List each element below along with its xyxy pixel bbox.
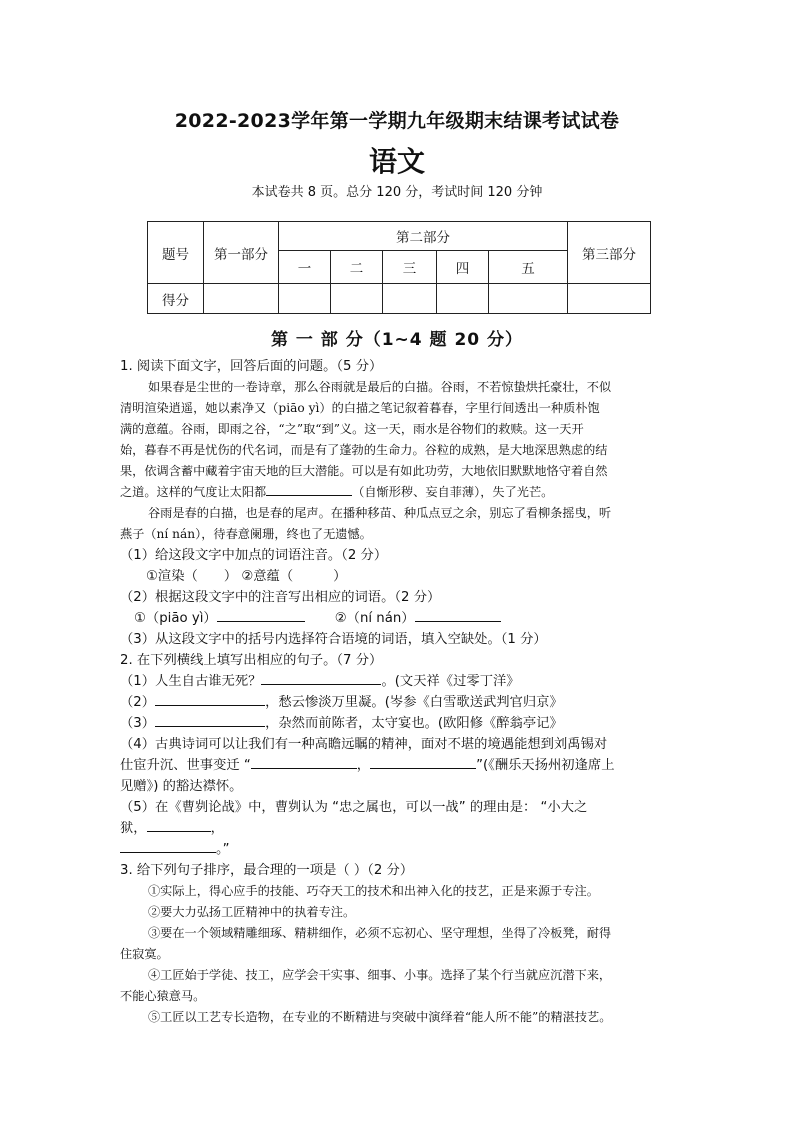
q2-s5-blank-2[interactable]: [120, 840, 216, 853]
q1-sub3: （3）从这段文字中的括号内选择符合语境的词语，填入空缺处。（1 分）: [120, 632, 547, 647]
q2-s5-line: （5）在《曹刿论战》中，曹刿认为 “忠之属也，可以一战” 的理由是： “小大之: [120, 800, 588, 815]
part1-header: 第一部分: [204, 222, 279, 284]
q2-s3-blank[interactable]: [155, 714, 265, 727]
score-label: 得分: [148, 284, 204, 314]
q3-item: ③要在一个领域精雕细琢、精耕细作，必须不忘初心、坚守理想，坐得了冷板凳，耐得: [148, 926, 612, 940]
q2-s1-text: （1）人生自古谁无死？: [120, 674, 262, 689]
q3-item: ⑤工匠以工艺专长造物，在专业的不断精进与突破中演绎着“能人所不能”的精湛技艺。: [148, 1010, 612, 1024]
q2-s5-line: [120, 818, 680, 839]
q2-s4-text: 仕宦升沉、世事变迁 “: [120, 758, 251, 773]
q3-item-cont: 不能心猿意马。: [120, 989, 206, 1003]
q1-sub1: （1）给这段文字中加点的词语注音。（2 分）: [120, 548, 388, 563]
exam-info: 本试卷共 8 页。总分 120 分，考试时间 120 分钟: [251, 185, 543, 200]
q1-sub2-b-blank[interactable]: [415, 609, 501, 622]
q1-fill-blank[interactable]: [266, 483, 352, 496]
q3-item-cont: 住寂寞。: [120, 947, 169, 961]
q2-s5-line: [120, 839, 680, 860]
sub-header-3: 三: [383, 251, 437, 284]
topic-label: 题号: [148, 222, 204, 284]
q2-s1-blank[interactable]: [261, 672, 381, 685]
q2-s1-source: 。(文天祥《过零丁洋》: [381, 674, 520, 689]
q2-s4-source: ”(《酬乐天扬州初逢席上: [476, 758, 615, 773]
subject-title: 语文: [368, 145, 425, 178]
q2-s2-source: ，愁云惨淡万里凝。(岑参《白雪歌送武判官归京》: [265, 695, 563, 710]
q1-passage-text: 之道。这样的气度让太阳都: [120, 485, 267, 499]
score-cell[interactable]: [437, 284, 489, 314]
sub-header-4: 四: [437, 251, 489, 284]
sub-header-2: 二: [331, 251, 383, 284]
q1-passage-line: 燕子（ní nán），待春意阑珊，终也了无遗憾。: [120, 527, 372, 541]
q1-passage-text: （自惭形秽、妄自菲薄），失了光芒。: [352, 485, 554, 499]
q2-stem: 2. 在下列横线上填写出相应的句子。（7 分）: [120, 653, 383, 668]
q2-s2: [120, 692, 680, 713]
q2-s5-text: 。”: [216, 842, 230, 857]
q2-s4-blank-2[interactable]: [370, 756, 476, 769]
part1-title: 第 一 部 分（1~4 题 20 分）: [270, 330, 524, 350]
q2-s3: [120, 713, 680, 734]
q1-sub2-a: ①（piāo yì）: [134, 611, 217, 626]
q1-passage-line: [120, 482, 680, 503]
q1-passage-line: 如果春是尘世的一卷诗章，那么谷雨就是最后的白描。谷雨，不若惊蛰烘托豪壮，不似: [148, 380, 612, 394]
sub-header-1: 一: [279, 251, 331, 284]
q1-passage-line: 果，依调含蓄中藏着宇宙天地的巨大潜能。可以是有如此功劳，大地依旧默默地恪守着自然: [120, 464, 608, 478]
q3-item: ②要大力弘扬工匠精神中的执着专注。: [148, 905, 356, 919]
q2-s4-line: [120, 755, 680, 776]
q1-passage-line: 满的意蕴。谷雨，即雨之谷，“之”取“到”义。这一天，雨水是谷物们的救赎。这一天开: [120, 422, 584, 436]
q2-s2-blank[interactable]: [155, 693, 265, 706]
q2-s4-text: ，: [356, 758, 371, 773]
q2-s4-line: 见赠》) 的豁达襟怀。: [120, 779, 243, 794]
score-cell[interactable]: [383, 284, 437, 314]
q2-s1: [120, 671, 680, 692]
part3-header: 第三部分: [568, 222, 651, 284]
q2-s5-text: ，: [210, 821, 224, 836]
q1-stem: 1. 阅读下面文字，回答后面的问题。（5 分）: [120, 359, 383, 374]
q1-sub1-a: ①渲染（: [146, 569, 198, 584]
score-cell[interactable]: [279, 284, 331, 314]
q2-s4-blank-1[interactable]: [251, 756, 357, 769]
q1-passage-line: 清明渲染逍遥，她以素净又（piāo yì）的白描之笔记叙着暮春，字里行间透出一种质朴饱: [120, 401, 600, 415]
q2-s4-line: （4）古典诗词可以让我们有一种高瞻远瞩的精神，面对不堪的境遇能想到刘禹锡对: [120, 737, 608, 752]
part2-header: 第二部分: [279, 222, 568, 251]
q3-item: ④工匠始于学徒、技工，应学会干实事、细事、小事。选择了某个行当就应沉潜下来，: [148, 968, 612, 982]
q1-sub2: （2）根据这段文字中的注音写出相应的词语。（2 分）: [120, 590, 441, 605]
score-cell[interactable]: [489, 284, 568, 314]
score-table: [147, 221, 651, 314]
q1-sub1-b: ） ②意蕴（: [223, 569, 294, 584]
sub-header-5: 五: [489, 251, 568, 284]
exam-title: 2022-2023学年第一学期九年级期末结课考试试卷: [174, 110, 620, 132]
q1-sub2-b: ②（ní nán）: [334, 611, 415, 626]
score-cell[interactable]: [204, 284, 279, 314]
q2-s2-text: （2）: [120, 695, 156, 710]
q2-s5-text: 狱，: [120, 821, 147, 836]
q1-passage-line: 谷雨是春的白描，也是春的尾声。在播种移苗、种瓜点豆之余，别忘了看柳条摇曳，听: [148, 506, 612, 520]
q3-stem: 3. 给下列句子排序，最合理的一项是（ ）（2 分）: [120, 863, 414, 878]
q2-s5-blank-1[interactable]: [147, 819, 211, 832]
q1-passage-line: 始，暮春不再是忧伤的代名词，而是有了蓬勃的生命力。谷粒的成熟，是大地深思熟虑的结: [120, 443, 608, 457]
q3-item: ①实际上，得心应手的技能、巧夺天工的技术和出神入化的技艺，正是来源于专注。: [148, 884, 599, 898]
q1-sub1-c: ）: [333, 569, 347, 584]
q2-s3-source: ，杂然而前陈者，太守宴也。(欧阳修《醉翁亭记》: [265, 716, 563, 731]
score-cell[interactable]: [568, 284, 651, 314]
questions: [120, 356, 680, 1028]
score-cell[interactable]: [331, 284, 383, 314]
q1-sub2-answers: [120, 608, 680, 629]
q1-sub1-answers: [120, 566, 680, 587]
q2-s3-text: （3）: [120, 716, 156, 731]
q1-sub2-a-blank[interactable]: [217, 609, 305, 622]
